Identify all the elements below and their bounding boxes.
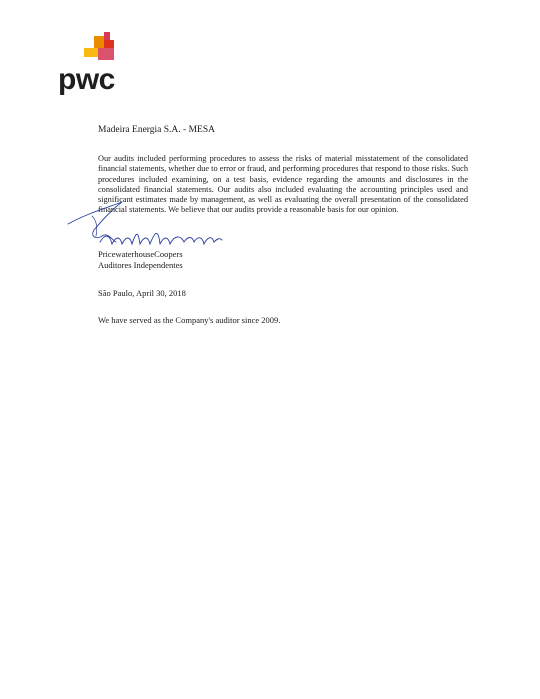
pwc-logo [58,30,128,96]
auditor-since-statement: We have served as the Company's auditor since 2009. [98,315,281,325]
firm-block [98,249,183,270]
firm-role: Auditores Independentes [98,259,183,270]
company-name: Madeira Energia S.A. - MESA [98,125,215,135]
firm-name: PricewaterhouseCoopers [98,249,183,259]
letter-date: São Paulo, April 30, 2018 [98,288,186,298]
audit-paragraph: Our audits included performing procedures to assess the risks of material misstatement of the consolidated financial statements, whether due to error or fraud, and performing procedures that respond to those risks. Such procedures included examining, on a test basis, evidence regarding the amounts and disclosures in the consolidated financial statements. Our audits also included evaluating the accounting principles used and significant estimates made by management, as well as evaluating the overall presentation of the consolidated financial statements. We believe that our audits provide a reasonable basis for our opinion. [98,154,468,215]
handwritten-signature [66,196,226,256]
pwc-logo-text: pwc [58,63,115,96]
